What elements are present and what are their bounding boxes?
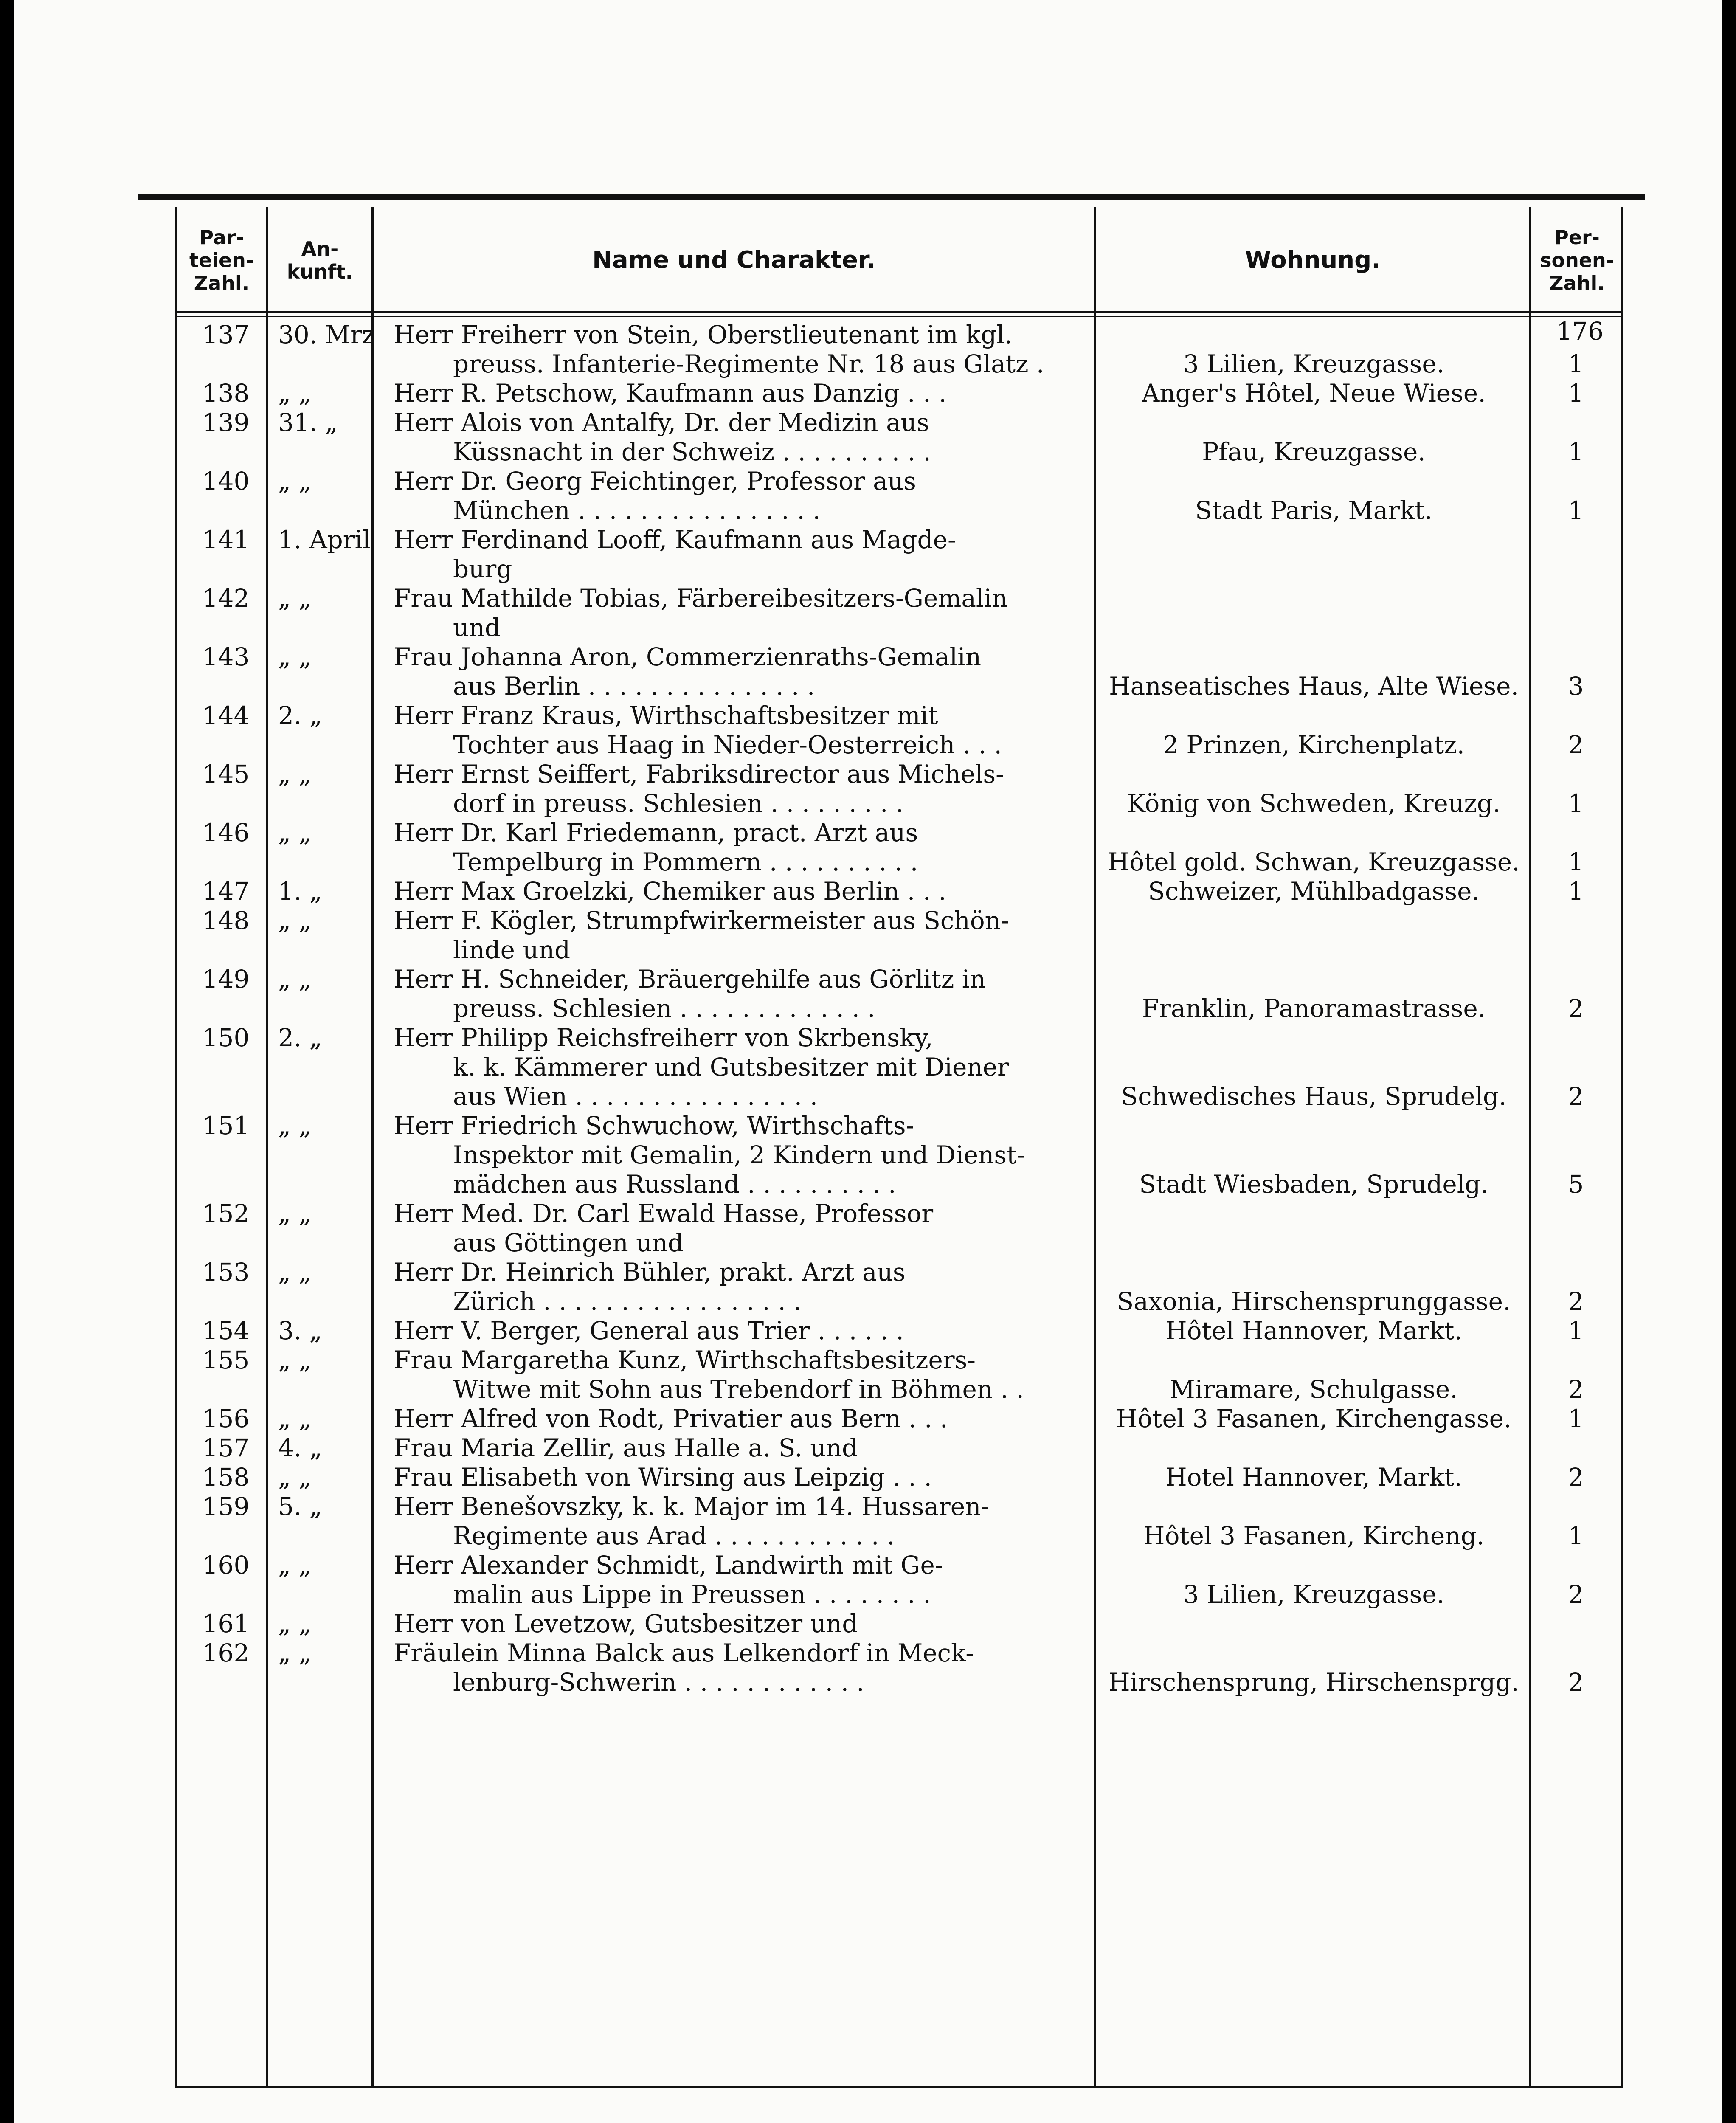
guest-name-line: preuss. Infanterie-Regimente Nr. 18 aus Glatz . bbox=[453, 349, 1044, 378]
header-party-count: Par- teien- Zahl. bbox=[189, 226, 254, 295]
party-number: 150 bbox=[202, 1023, 250, 1052]
arrival-date: „ „ bbox=[278, 1111, 312, 1140]
party-number: 153 bbox=[202, 1258, 250, 1287]
party-number: 160 bbox=[202, 1551, 250, 1580]
guest-name-line: Frau Mathilde Tobias, Färbereibesitzers-Gemalin bbox=[394, 584, 1008, 613]
arrival-date: „ „ bbox=[278, 642, 312, 671]
party-number: 140 bbox=[202, 467, 250, 496]
guest-name-line: malin aus Lippe in Preussen . . . . . . . . bbox=[453, 1580, 931, 1609]
party-number: 139 bbox=[202, 408, 250, 437]
guest-name-line: Witwe mit Sohn aus Trebendorf in Böhmen . . bbox=[453, 1375, 1024, 1404]
residence: König von Schweden, Kreuzg. bbox=[1127, 789, 1501, 818]
guest-name-line: Fräulein Minna Balck aus Lelkendorf in Meck- bbox=[394, 1639, 974, 1667]
arrival-date: „ „ bbox=[278, 965, 312, 994]
table-row bbox=[177, 1492, 1621, 1551]
persons-count: 1 bbox=[1568, 349, 1584, 378]
table-row bbox=[177, 1551, 1621, 1609]
table-row bbox=[177, 1404, 1621, 1433]
guest-name-line: mädchen aus Russland . . . . . . . . . . bbox=[453, 1170, 896, 1199]
arrival-date: 1. „ bbox=[278, 877, 322, 906]
guest-name-line: Herr H. Schneider, Bräuergehilfe aus Görlitz in bbox=[394, 965, 986, 994]
guest-name-line: Zürich . . . . . . . . . . . . . . . . . bbox=[453, 1287, 802, 1316]
table-row bbox=[177, 701, 1621, 760]
arrival-date: 2. „ bbox=[278, 1023, 322, 1052]
guest-name-line: Frau Maria Zellir, aus Halle a. S. und bbox=[394, 1433, 858, 1462]
register-page bbox=[14, 0, 1722, 2123]
table-row bbox=[177, 1609, 1621, 1639]
persons-count: 2 bbox=[1568, 1463, 1584, 1492]
guest-name-line: Herr Dr. Heinrich Bühler, prakt. Arzt aus bbox=[394, 1258, 906, 1287]
party-number: 162 bbox=[202, 1639, 250, 1667]
guest-name-line: Herr von Levetzow, Gutsbesitzer und bbox=[394, 1609, 858, 1638]
guest-name-line: Herr R. Petschow, Kaufmann aus Danzig . . . bbox=[394, 379, 947, 408]
persons-count: 2 bbox=[1568, 730, 1584, 759]
guest-name-line: München . . . . . . . . . . . . . . . . bbox=[453, 496, 821, 525]
guest-name-line: Frau Elisabeth von Wirsing aus Leipzig . . . bbox=[394, 1463, 932, 1492]
arrival-date: „ „ bbox=[278, 906, 312, 935]
persons-count: 1 bbox=[1568, 848, 1584, 876]
guest-name-line: Herr V. Berger, General aus Trier . . . . . . bbox=[394, 1316, 904, 1345]
arrival-date: 31. „ bbox=[278, 408, 338, 437]
guest-name-line: Küssnacht in der Schweiz . . . . . . . . . . bbox=[453, 437, 931, 466]
residence: Schweizer, Mühlbadgasse. bbox=[1148, 877, 1480, 906]
table-row bbox=[177, 1316, 1621, 1346]
party-number: 159 bbox=[202, 1492, 250, 1521]
arrival-date: „ „ bbox=[278, 1404, 312, 1433]
persons-count: 3 bbox=[1568, 672, 1584, 701]
arrival-date: „ „ bbox=[278, 1258, 312, 1287]
residence: Hanseatisches Haus, Alte Wiese. bbox=[1109, 672, 1519, 701]
arrival-date: „ „ bbox=[278, 584, 312, 613]
persons-count: 2 bbox=[1568, 1375, 1584, 1404]
party-number: 155 bbox=[202, 1346, 250, 1374]
persons-count: 1 bbox=[1568, 877, 1584, 906]
table-row bbox=[177, 760, 1621, 818]
party-number: 142 bbox=[202, 584, 250, 613]
guest-name-line: Herr F. Kögler, Strumpfwirkermeister aus Schön- bbox=[394, 906, 1009, 935]
table-row bbox=[177, 320, 1621, 379]
guest-name-line: lenburg-Schwerin . . . . . . . . . . . . bbox=[453, 1668, 864, 1697]
residence: Stadt Paris, Markt. bbox=[1195, 496, 1432, 525]
persons-count: 1 bbox=[1568, 379, 1584, 408]
arrival-date: „ „ bbox=[278, 1639, 312, 1667]
guest-name-line: Herr Philipp Reichsfreiherr von Skrbensky, bbox=[394, 1023, 933, 1052]
party-number: 148 bbox=[202, 906, 250, 935]
party-number: 146 bbox=[202, 818, 250, 847]
arrival-date: „ „ bbox=[278, 1346, 312, 1374]
party-number: 158 bbox=[202, 1463, 250, 1492]
guest-name-line: Herr Benešovszky, k. k. Major im 14. Hussaren- bbox=[394, 1492, 990, 1521]
arrival-date: „ „ bbox=[278, 1463, 312, 1492]
table-row bbox=[177, 525, 1621, 584]
table-row bbox=[177, 965, 1621, 1023]
arrival-date: „ „ bbox=[278, 1551, 312, 1580]
guest-name-line: Herr Dr. Georg Feichtinger, Professor aus bbox=[394, 467, 916, 496]
party-number: 152 bbox=[202, 1199, 250, 1228]
guest-name-line: Tempelburg in Pommern . . . . . . . . . . bbox=[453, 848, 918, 876]
arrival-date: 2. „ bbox=[278, 701, 322, 730]
arrival-date: „ „ bbox=[278, 760, 312, 788]
top-rule bbox=[138, 194, 1645, 200]
party-number: 137 bbox=[202, 320, 250, 349]
table-row bbox=[177, 379, 1621, 408]
guest-name-line: Herr Franz Kraus, Wirthschaftsbesitzer mit bbox=[394, 701, 938, 730]
guest-register-table bbox=[175, 207, 1623, 2088]
table-row bbox=[177, 818, 1621, 877]
guest-name-line: linde und bbox=[453, 935, 571, 964]
persons-count: 1 bbox=[1568, 496, 1584, 525]
persons-count: 1 bbox=[1568, 789, 1584, 818]
arrival-date: 4. „ bbox=[278, 1433, 322, 1462]
guest-name-line: dorf in preuss. Schlesien . . . . . . . . . bbox=[453, 789, 904, 818]
guest-name-line: Frau Margaretha Kunz, Wirthschaftsbesitzers- bbox=[394, 1346, 976, 1374]
arrival-date: 3. „ bbox=[278, 1316, 322, 1345]
table-row bbox=[177, 1639, 1621, 1697]
party-number: 157 bbox=[202, 1433, 250, 1462]
residence: Miramare, Schulgasse. bbox=[1170, 1375, 1458, 1404]
persons-count: 2 bbox=[1568, 1580, 1584, 1609]
residence: Hôtel Hannover, Markt. bbox=[1165, 1316, 1462, 1345]
arrival-date: 30. Mrz bbox=[278, 320, 375, 349]
party-number: 144 bbox=[202, 701, 250, 730]
table-row bbox=[177, 1023, 1621, 1111]
guest-name-line: Tochter aus Haag in Nieder-Oesterreich . . . bbox=[453, 730, 1002, 759]
party-number: 138 bbox=[202, 379, 250, 408]
guest-name-line: Herr Alexander Schmidt, Landwirth mit Ge- bbox=[394, 1551, 943, 1580]
persons-count: 1 bbox=[1568, 1521, 1584, 1550]
table-row bbox=[177, 1433, 1621, 1463]
party-number: 154 bbox=[202, 1316, 250, 1345]
residence: Schwedisches Haus, Sprudelg. bbox=[1121, 1082, 1507, 1111]
party-number: 151 bbox=[202, 1111, 250, 1140]
guest-name-line: aus Göttingen und bbox=[453, 1228, 684, 1257]
table-row bbox=[177, 1199, 1621, 1258]
residence: Anger's Hôtel, Neue Wiese. bbox=[1142, 379, 1486, 408]
guest-name-line: Herr Freiherr von Stein, Oberstlieutenant im kgl. bbox=[394, 320, 1013, 349]
guest-name-line: Herr Med. Dr. Carl Ewald Hasse, Professor bbox=[394, 1199, 934, 1228]
party-number: 141 bbox=[202, 525, 250, 554]
guest-name-line: k. k. Kämmerer und Gutsbesitzer mit Diener bbox=[453, 1053, 1009, 1081]
persons-count: 1 bbox=[1568, 1316, 1584, 1345]
party-number: 143 bbox=[202, 642, 250, 671]
arrival-date: „ „ bbox=[278, 1609, 312, 1638]
guest-name-line: aus Wien . . . . . . . . . . . . . . . . bbox=[453, 1082, 818, 1111]
residence: Hôtel gold. Schwan, Kreuzgasse. bbox=[1108, 848, 1520, 876]
table-row bbox=[177, 1258, 1621, 1316]
party-number: 161 bbox=[202, 1609, 250, 1638]
party-number: 149 bbox=[202, 965, 250, 994]
guest-name-line: Herr Dr. Karl Friedemann, pract. Arzt aus bbox=[394, 818, 918, 847]
guest-name-line: Herr Ferdinand Looff, Kaufmann aus Magde- bbox=[394, 525, 956, 554]
party-number: 156 bbox=[202, 1404, 250, 1433]
header-persons: Per- sonen- Zahl. bbox=[1540, 226, 1614, 295]
header-rule bbox=[177, 316, 1621, 317]
guest-name-line: und bbox=[453, 613, 501, 642]
arrival-date: „ „ bbox=[278, 379, 312, 408]
residence: Stadt Wiesbaden, Sprudelg. bbox=[1139, 1170, 1488, 1199]
guest-name-line: Herr Alois von Antalfy, Dr. der Medizin aus bbox=[394, 408, 929, 437]
party-number: 147 bbox=[202, 877, 250, 906]
residence: Hôtel 3 Fasanen, Kircheng. bbox=[1143, 1521, 1485, 1550]
guest-name-line: aus Berlin . . . . . . . . . . . . . . . bbox=[453, 672, 815, 701]
guest-name-line: burg bbox=[453, 555, 512, 583]
persons-count: 2 bbox=[1568, 1287, 1584, 1316]
persons-count: 2 bbox=[1568, 994, 1584, 1023]
persons-count: 1 bbox=[1568, 437, 1584, 466]
table-row bbox=[177, 1463, 1621, 1492]
guest-name-line: Herr Ernst Seiffert, Fabriksdirector aus Michels- bbox=[394, 760, 1004, 788]
residence: Hôtel 3 Fasanen, Kirchengasse. bbox=[1116, 1404, 1512, 1433]
header-rule bbox=[177, 311, 1621, 313]
table-row bbox=[177, 642, 1621, 701]
carry-over-count: 176 bbox=[1556, 317, 1604, 346]
residence: Pfau, Kreuzgasse. bbox=[1202, 437, 1426, 466]
residence: Saxonia, Hirschensprunggasse. bbox=[1117, 1287, 1511, 1316]
table-row bbox=[177, 1111, 1621, 1199]
arrival-date: „ „ bbox=[278, 818, 312, 847]
persons-count: 1 bbox=[1568, 1404, 1584, 1433]
arrival-date: „ „ bbox=[278, 467, 312, 496]
arrival-date: „ „ bbox=[278, 1199, 312, 1228]
persons-count: 5 bbox=[1568, 1170, 1584, 1199]
persons-count: 2 bbox=[1568, 1082, 1584, 1111]
table-row bbox=[177, 1346, 1621, 1404]
arrival-date: 5. „ bbox=[278, 1492, 322, 1521]
residence: Hotel Hannover, Markt. bbox=[1165, 1463, 1462, 1492]
arrival-date: 1. April bbox=[278, 525, 371, 554]
party-number: 145 bbox=[202, 760, 250, 788]
persons-count: 2 bbox=[1568, 1668, 1584, 1697]
header-residence: Wohnung. bbox=[1245, 246, 1381, 274]
residence: Hirschensprung, Hirschensprgg. bbox=[1109, 1668, 1519, 1697]
residence: 2 Prinzen, Kirchenplatz. bbox=[1163, 730, 1465, 759]
residence: Franklin, Panoramastrasse. bbox=[1142, 994, 1486, 1023]
table-row bbox=[177, 467, 1621, 525]
header-arrival: An- kunft. bbox=[287, 237, 353, 283]
guest-name-line: Herr Friedrich Schwuchow, Wirthschafts- bbox=[394, 1111, 914, 1140]
table-row bbox=[177, 906, 1621, 965]
guest-name-line: preuss. Schlesien . . . . . . . . . . . . . bbox=[453, 994, 875, 1023]
header-name: Name und Charakter. bbox=[592, 246, 875, 274]
residence: 3 Lilien, Kreuzgasse. bbox=[1183, 1580, 1445, 1609]
table-row bbox=[177, 408, 1621, 467]
guest-name-line: Frau Johanna Aron, Commerzienraths-Gemalin bbox=[394, 642, 982, 671]
guest-name-line: Inspektor mit Gemalin, 2 Kindern und Dienst- bbox=[453, 1140, 1025, 1169]
residence: 3 Lilien, Kreuzgasse. bbox=[1183, 349, 1445, 378]
table-row bbox=[177, 877, 1621, 906]
guest-name-line: Regimente aus Arad . . . . . . . . . . . . bbox=[453, 1521, 895, 1550]
guest-name-line: Herr Max Groelzki, Chemiker aus Berlin . . . bbox=[394, 877, 946, 906]
table-row bbox=[177, 584, 1621, 642]
guest-name-line: Herr Alfred von Rodt, Privatier aus Bern . . . bbox=[394, 1404, 948, 1433]
